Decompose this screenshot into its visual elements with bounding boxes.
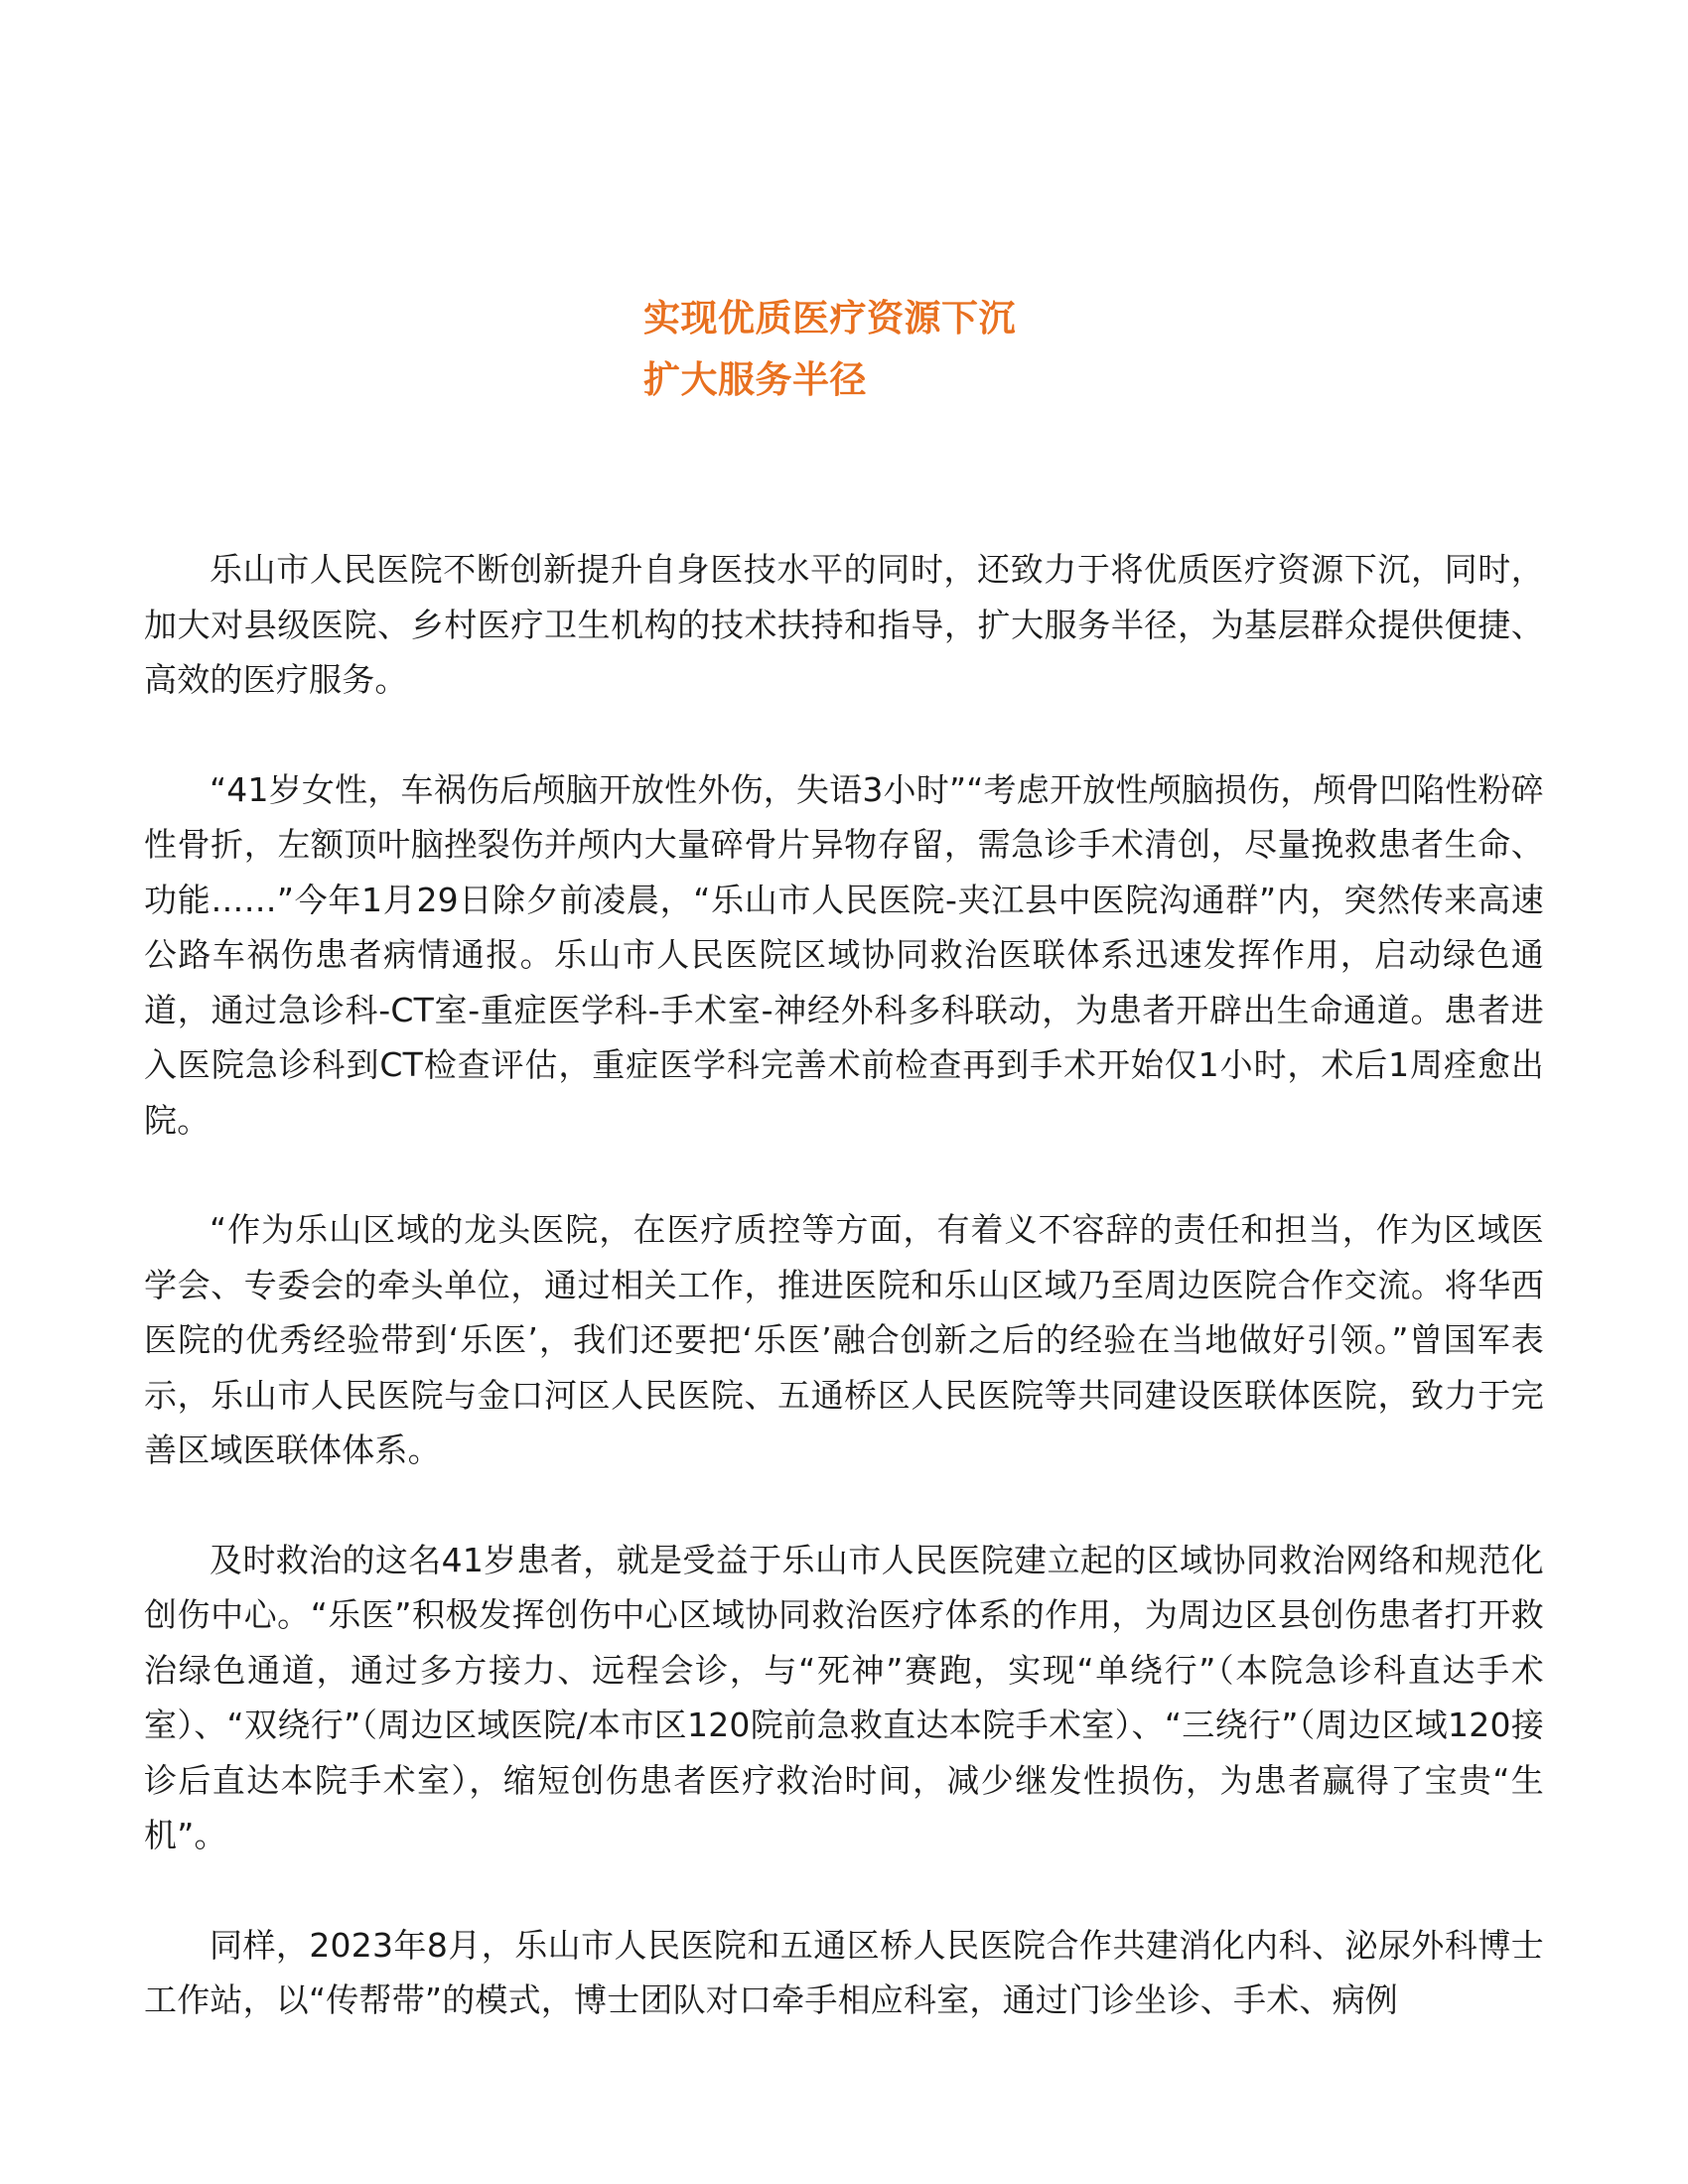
article-title	[643, 288, 1338, 411]
paragraph-3: “作为乐山区域的龙头医院，在医疗质控等方面，有着义不容辞的责任和担当，作为区域医学会、专委会的牵头单位，通过相关工作，推进医院和乐山区域乃至周边医院合作交流。将华西医院的优秀经验带到‘乐医’，我们还要把‘乐医’融合创新之后的经验在当地做好引领。”曾国军表示，乐山市人民医院与金口河区人民医院、五通桥区人民医院等共同建设医联体医院，致力于完善区域医联体体系。	[144, 1210, 1544, 1469]
article-body	[144, 542, 1544, 2083]
title-line-2: 扩大服务半径	[643, 358, 867, 401]
title-line-1: 实现优质医疗资源下沉	[643, 297, 1016, 340]
paragraph-5: 同样，2023年8月，乐山市人民医院和五通区桥人民医院合作共建消化内科、泌尿外科博士工作站，以“传帮带”的模式，博士团队对口牵手相应科室，通过门诊坐诊、手术、病例	[144, 1925, 1544, 2019]
paragraph-1: 乐山市人民医院不断创新提升自身医技水平的同时，还致力于将优质医疗资源下沉，同时，加大对县级医院、乡村医疗卫生机构的技术扶持和指导，扩大服务半径，为基层群众提供便捷、高效的医疗服务。	[144, 550, 1544, 699]
paragraph-2: “41岁女性，车祸伤后颅脑开放性外伤，失语3小时”“考虑开放性颅脑损伤，颅骨凹陷性粉碎性骨折，左额顶叶脑挫裂伤并颅内大量碎骨片异物存留，需急诊手术清创，尽量挽救患者生命、功能……”今年1月29日除夕前凌晨，“乐山市人民医院-夹江县中医院沟通群”内，突然传来高速公路车祸伤患者病情通报。乐山市人民医院区域协同救治医联体系迅速发挥作用，启动绿色通道，通过急诊科-CT室-重症医学科-手术室-神经外科多科联动，为患者开辟出生命通道。患者进入医院急诊科到CT检查评估，重症医学科完善术前检查再到手术开始仅1小时，术后1周痊愈出院。	[144, 769, 1544, 1140]
paragraph-4: 及时救治的这名41岁患者，就是受益于乐山市人民医院建立起的区域协同救治网络和规范化创伤中心。“乐医”积极发挥创伤中心区域协同救治医疗体系的作用，为周边区县创伤患者打开救治绿色通道，通过多方接力、远程会诊，与“死神”赛跑，实现“单绕行”（本院急诊科直达手术室）、“双绕行”（周边区域医院/本市区120院前急救直达本院手术室）、“三绕行”（周边区域120接诊后直达本院手术室），缩短创伤患者医疗救治时间，减少继发性损伤，为患者赢得了宝贵“生机”。	[144, 1540, 1544, 1854]
